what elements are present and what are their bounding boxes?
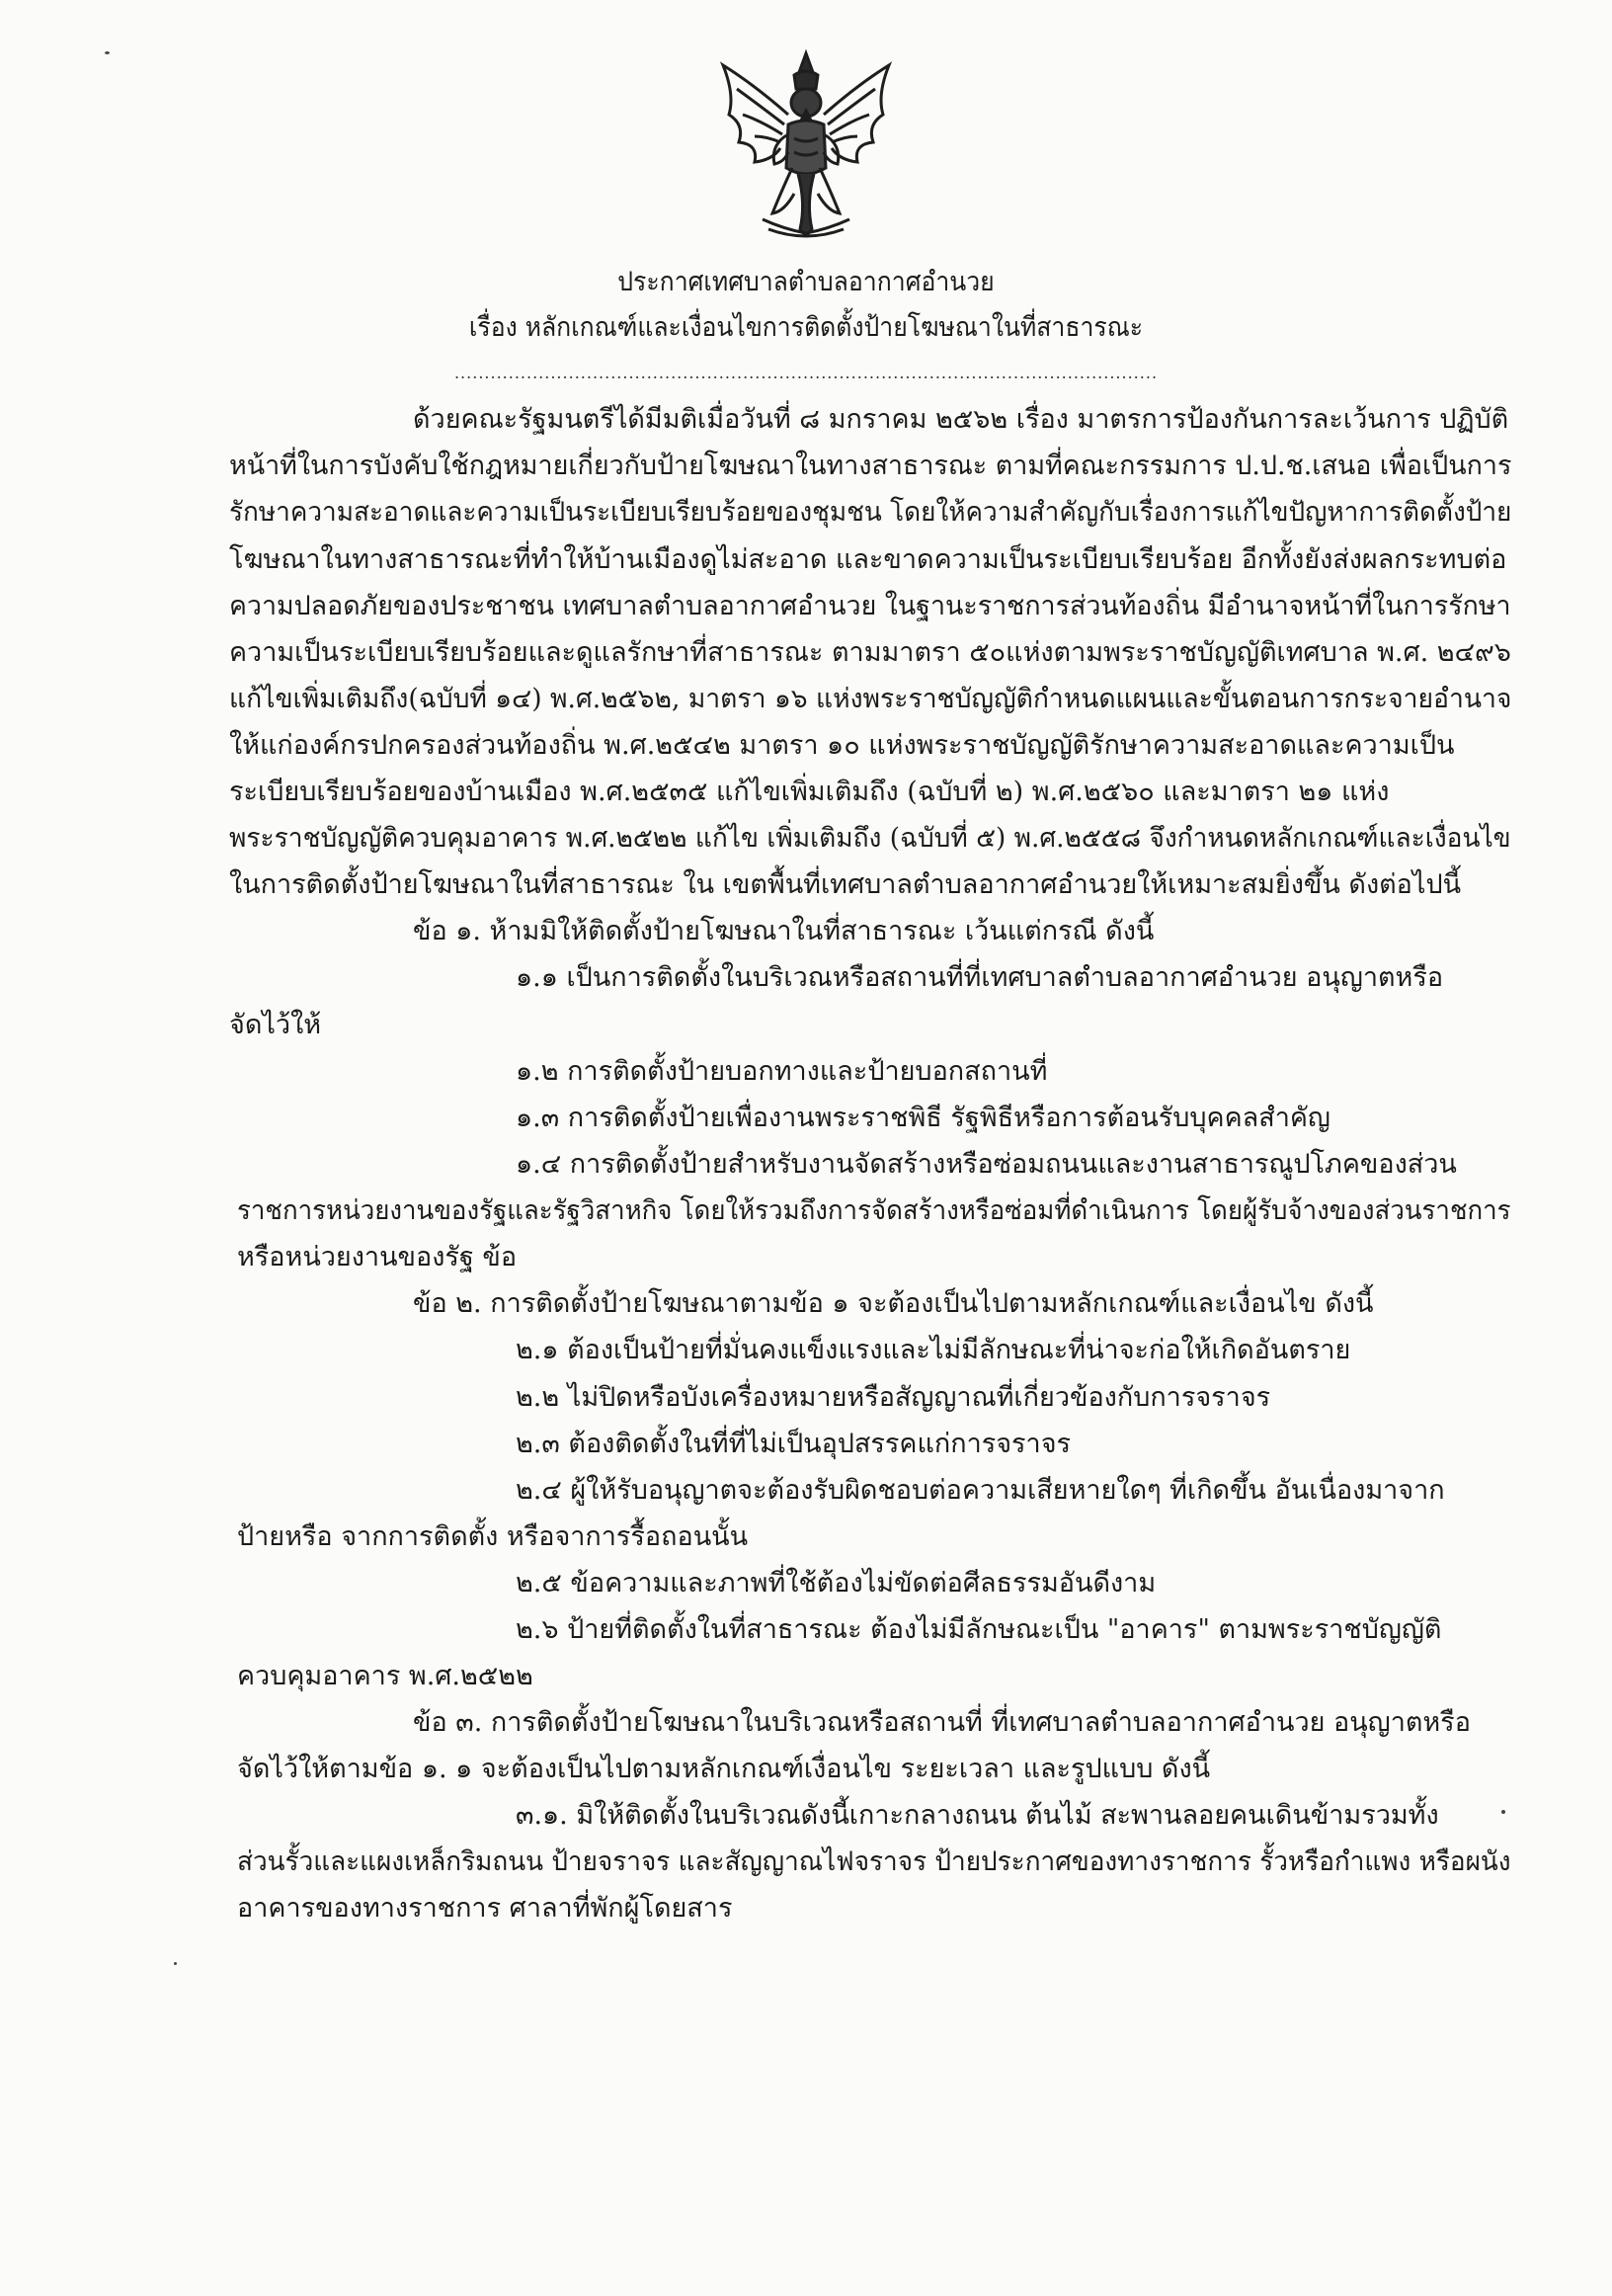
- clause-2-4: ๒.๔ ผู้ให้รับอนุญาตจะต้องรับผิดชอบต่อความเสียหายใดๆ ที่เกิดขึ้น อันเนื่องมาจาก: [516, 1475, 1445, 1506]
- body-line: ป้ายหรือ จากการติดตั้ง หรือจาการรื้อถอนนั้น: [237, 1521, 749, 1552]
- body-line: หน้าที่ในการบังคับใช้กฎหมายเกี่ยวกับป้ายโฆษณาในทางสาธารณะ ตามที่คณะกรรมการ ป.ป.ช.เสนอ เพื่อเป็นการ: [229, 451, 1512, 481]
- clause-2-5: ๒.๕ ข้อความและภาพที่ใช้ต้องไม่ขัดต่อศีลธรรมอันดีงาม: [516, 1568, 1157, 1599]
- clause-2-2: ๒.๒ ไม่ปิดหรือบังเครื่องหมายหรือสัญญาณที่เกี่ยวข้องกับการจราจร: [516, 1382, 1271, 1413]
- body-line: ความปลอดภัยของประชาชน เทศบาลตำบลอากาศอำนวย ในฐานะราชการส่วนท้องถิ่น มีอำนาจหน้าที่ในการรักษา: [229, 591, 1511, 621]
- clause-3-heading: ข้อ ๓. การติดตั้งป้ายโฆษณาในบริเวณหรือสถานที่ ที่เทศบาลตำบลอากาศอำนวย อนุญาตหรือ: [413, 1707, 1471, 1738]
- body-line: พระราชบัญญัติควบคุมอาคาร พ.ศ.๒๕๒๒ แก้ไข เพิ่มเติมถึง (ฉบับที่ ๕) พ.ศ.๒๕๕๘ จึงกำหนดหลักเกณฑ์และเงื่อนไข: [229, 823, 1511, 854]
- body-line: จัดไว้ให้ตามข้อ ๑. ๑ จะต้องเป็นไปตามหลักเกณฑ์เงื่อนไข ระยะเวลา และรูปแบบ ดังนี้: [237, 1754, 1211, 1784]
- body-line: รักษาความสะอาดและความเป็นระเบียบเรียบร้อยของชุมชน โดยให้ความสำคัญกับเรื่องการแก้ไขปัญหาการติดตั้งป้าย: [229, 497, 1512, 528]
- body-line: จัดไว้ให้: [229, 1010, 322, 1040]
- clause-1-4: ๑.๔ การติดตั้งป้ายสำหรับงานจัดสร้างหรือซ่อมถนนและงานสาธารณูปโภคของส่วน: [516, 1149, 1457, 1180]
- clause-2-1: ๒.๑ ต้องเป็นป้ายที่มั่นคงแข็งแรงและไม่มีลักษณะที่น่าจะก่อให้เกิดอันตราย: [516, 1335, 1351, 1365]
- separator-dots: .....................................................................................................................: [453, 364, 1159, 382]
- clause-2-3: ๒.๓ ต้องติดตั้งในที่ที่ไม่เป็นอุปสรรคแก่การจราจร: [516, 1429, 1072, 1459]
- body-line: ส่วนรั้วและแผงเหล็กริมถนน ป้ายจราจร และสัญญาณไฟจราจร ป้ายประกาศของทางราชการ รั้วหรือกำแพง หรือผนัง: [237, 1846, 1511, 1877]
- body-line: ความเป็นระเบียบเรียบร้อยและดูแลรักษาที่สาธารณะ ตามมาตรา ๕๐แห่งตามพระราชบัญญัติเทศบาล พ.ศ. ๒๔๙๖: [229, 637, 1511, 668]
- body-line: อาคารของทางราชการ ศาลาที่พักผู้โดยสาร: [237, 1893, 733, 1924]
- announcement-subject: เรื่อง หลักเกณฑ์และเงื่อนไขการติดตั้งป้ายโฆษณาในที่สาธารณะ: [468, 312, 1144, 343]
- clause-1-1: ๑.๑ เป็นการติดตั้งในบริเวณหรือสถานที่ที่เทศบาลตำบลอากาศอำนวย อนุญาตหรือ: [516, 962, 1444, 993]
- body-line: ระเบียบเรียบร้อยของบ้านเมือง พ.ศ.๒๕๓๕ แก้ไขเพิ่มเติมถึง (ฉบับที่ ๒) พ.ศ.๒๕๖๐ และมาตรา ๒๑ แห่ง: [229, 777, 1390, 807]
- body-line: ให้แก่องค์กรปกครองส่วนท้องถิ่น พ.ศ.๒๕๔๒ มาตรา ๑๐ แห่งพระราชบัญญัติรักษาความสะอาดและความเป็น: [229, 730, 1455, 761]
- clause-2-heading: ข้อ ๒. การติดตั้งป้ายโฆษณาตามข้อ ๑ จะต้องเป็นไปตามหลักเกณฑ์และเงื่อนไข ดังนี้: [413, 1288, 1374, 1319]
- body-line: ราชการหน่วยงานของรัฐและรัฐวิสาหกิจ โดยให้รวมถึงการจัดสร้างหรือซ่อมที่ดำเนินการ โดยผู้รับจ้างของส่วนราชการ: [237, 1195, 1511, 1226]
- garuda-emblem: [715, 45, 897, 243]
- clause-1-3: ๑.๓ การติดตั้งป้ายเพื่องานพระราชพิธี รัฐพิธีหรือการต้อนรับบุคคลสำคัญ: [516, 1103, 1330, 1133]
- scan-speck: [105, 51, 110, 54]
- scan-speck: [174, 1962, 177, 1965]
- clause-3-1: ๓.๑. มิให้ติดตั้งในบริเวณดังนี้เกาะกลางถนน ต้นไม้ สะพานลอยคนเดินข้ามรวมทั้ง: [516, 1800, 1439, 1831]
- clause-2-6: ๒.๖ ป้ายที่ติดตั้งในที่สาธารณะ ต้องไม่มีลักษณะเป็น "อาคาร" ตามพระราชบัญญัติ: [516, 1614, 1442, 1645]
- body-line: แก้ไขเพิ่มเติมถึง(ฉบับที่ ๑๔) พ.ศ.๒๕๖๒, มาตรา ๑๖ แห่งพระราชบัญญัติกำหนดแผนและขั้นตอนการกระจายอำนาจ: [229, 684, 1512, 714]
- scan-speck: [1501, 1810, 1505, 1814]
- body-line: ในการติดตั้งป้ายโฆษณาในที่สาธารณะ ใน เขตพื้นที่เทศบาลตำบลอากาศอำนวยให้เหมาะสมยิ่งขึ้น ดังต่อไปนี้: [229, 869, 1462, 900]
- announcement-title: ประกาศเทศบาลตำบลอากาศอำนวย: [617, 267, 995, 297]
- clause-1-2: ๑.๒ การติดตั้งป้ายบอกทางและป้ายบอกสถานที่: [516, 1056, 1048, 1087]
- clause-1-heading: ข้อ ๑. ห้ามมิให้ติดตั้งป้ายโฆษณาในที่สาธารณะ เว้นแต่กรณี ดังนี้: [413, 916, 1155, 946]
- body-line: ควบคุมอาคาร พ.ศ.๒๕๒๒: [237, 1661, 533, 1691]
- body-line: ด้วยคณะรัฐมนตรีได้มีมติเมื่อวันที่ ๘ มกราคม ๒๕๖๒ เรื่อง มาตรการป้องกันการละเว้นการ ปฏิบัติ: [413, 404, 1509, 435]
- body-line: โฆษณาในทางสาธารณะที่ทำให้บ้านเมืองดูไม่สะอาด และขาดความเป็นระเบียบเรียบร้อย อีกทั้งยังส่งผลกระทบต่อ: [229, 544, 1507, 575]
- body-line: หรือหน่วยงานของรัฐ ข้อ: [237, 1242, 518, 1272]
